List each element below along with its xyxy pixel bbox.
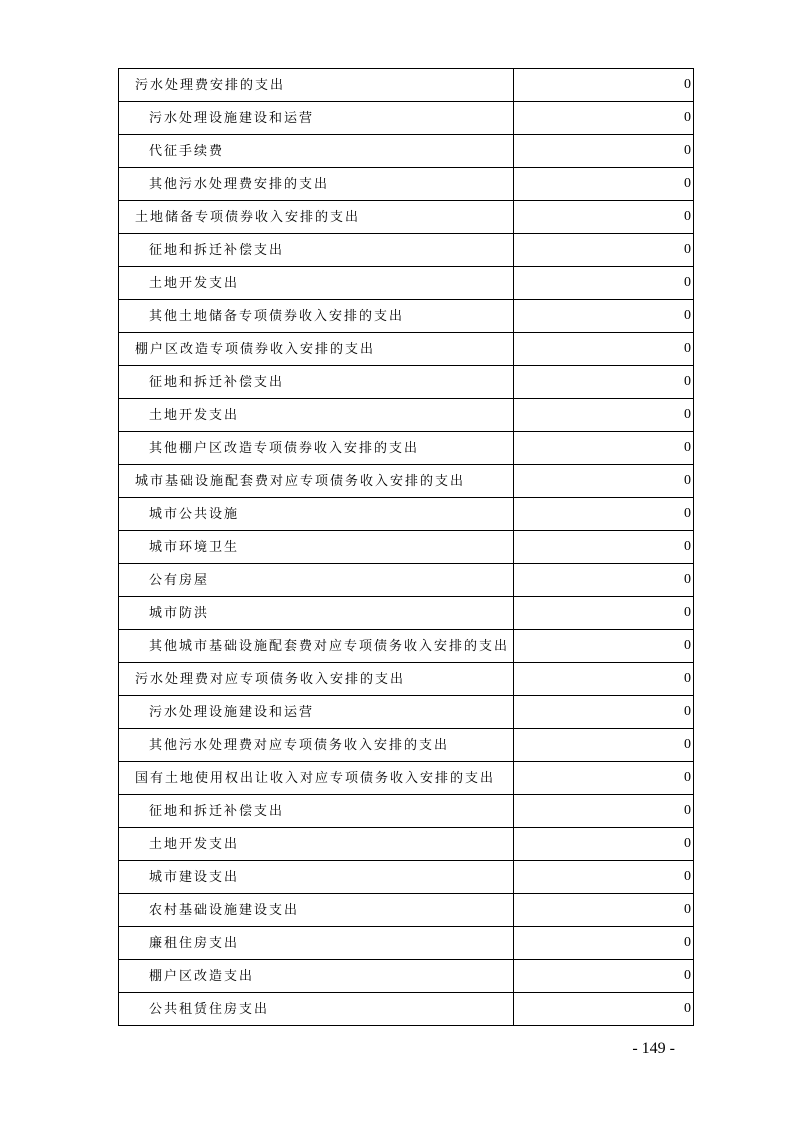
expenditure-item-name: 国有土地使用权出让收入对应专项债务收入安排的支出 [119, 762, 514, 795]
table-row [119, 498, 694, 531]
expenditure-item-value: 0 [514, 630, 694, 663]
expenditure-item-value: 0 [514, 498, 694, 531]
expenditure-item-name: 农村基础设施建设支出 [119, 894, 514, 927]
table-row [119, 135, 694, 168]
expenditure-item-value: 0 [514, 993, 694, 1026]
table-row [119, 69, 694, 102]
expenditure-item-value: 0 [514, 696, 694, 729]
expenditure-item-value: 0 [514, 531, 694, 564]
expenditure-item-name: 征地和拆迁补偿支出 [119, 795, 514, 828]
table-row [119, 366, 694, 399]
table-row [119, 894, 694, 927]
expenditure-item-value: 0 [514, 366, 694, 399]
table-row [119, 993, 694, 1026]
expenditure-item-name: 其他城市基础设施配套费对应专项债务收入安排的支出 [119, 630, 514, 663]
table-row [119, 861, 694, 894]
expenditure-item-value: 0 [514, 432, 694, 465]
table-row [119, 927, 694, 960]
expenditure-item-value: 0 [514, 201, 694, 234]
table-row [119, 300, 694, 333]
expenditure-item-name: 其他土地储备专项债券收入安排的支出 [119, 300, 514, 333]
table-row [119, 696, 694, 729]
expenditure-item-name: 廉租住房支出 [119, 927, 514, 960]
expenditure-item-name: 代征手续费 [119, 135, 514, 168]
expenditure-item-name: 污水处理费对应专项债务收入安排的支出 [119, 663, 514, 696]
expenditure-item-name: 棚户区改造支出 [119, 960, 514, 993]
expenditure-item-value: 0 [514, 927, 694, 960]
expenditure-item-name: 公共租赁住房支出 [119, 993, 514, 1026]
table-row [119, 234, 694, 267]
table-row [119, 531, 694, 564]
expenditure-item-name: 城市公共设施 [119, 498, 514, 531]
expenditure-item-value: 0 [514, 564, 694, 597]
expenditure-item-name: 其他污水处理费对应专项债务收入安排的支出 [119, 729, 514, 762]
expenditure-item-value: 0 [514, 960, 694, 993]
expenditure-item-value: 0 [514, 333, 694, 366]
expenditure-item-value: 0 [514, 663, 694, 696]
expenditure-item-name: 土地储备专项债券收入安排的支出 [119, 201, 514, 234]
table-row [119, 399, 694, 432]
table-row [119, 564, 694, 597]
expenditure-item-name: 污水处理设施建设和运营 [119, 102, 514, 135]
expenditure-item-value: 0 [514, 234, 694, 267]
expenditure-item-name: 土地开发支出 [119, 828, 514, 861]
expenditure-item-name: 其他污水处理费安排的支出 [119, 168, 514, 201]
table-row [119, 201, 694, 234]
table-row [119, 795, 694, 828]
expenditure-item-value: 0 [514, 135, 694, 168]
expenditure-item-name: 其他棚户区改造专项债券收入安排的支出 [119, 432, 514, 465]
table-row [119, 762, 694, 795]
expenditure-item-value: 0 [514, 828, 694, 861]
expenditure-item-value: 0 [514, 465, 694, 498]
table-row [119, 630, 694, 663]
table-row [119, 828, 694, 861]
table-row [119, 267, 694, 300]
expenditure-item-value: 0 [514, 69, 694, 102]
expenditure-item-value: 0 [514, 399, 694, 432]
expenditure-item-name: 土地开发支出 [119, 267, 514, 300]
expenditure-item-value: 0 [514, 795, 694, 828]
table-row [119, 960, 694, 993]
table-row [119, 663, 694, 696]
expenditure-item-name: 污水处理费安排的支出 [119, 69, 514, 102]
expenditure-item-value: 0 [514, 597, 694, 630]
expenditure-item-name: 城市建设支出 [119, 861, 514, 894]
table-row [119, 729, 694, 762]
expenditure-item-name: 土地开发支出 [119, 399, 514, 432]
page-number: - 149 - [632, 1040, 675, 1057]
expenditure-item-value: 0 [514, 729, 694, 762]
table-row [119, 597, 694, 630]
expenditure-item-name: 城市环境卫生 [119, 531, 514, 564]
table-row [119, 432, 694, 465]
expenditure-item-name: 征地和拆迁补偿支出 [119, 366, 514, 399]
table-row [119, 465, 694, 498]
table-row [119, 333, 694, 366]
expenditure-item-value: 0 [514, 894, 694, 927]
expenditure-item-name: 棚户区改造专项债券收入安排的支出 [119, 333, 514, 366]
expenditure-item-name: 征地和拆迁补偿支出 [119, 234, 514, 267]
expenditure-item-name: 城市防洪 [119, 597, 514, 630]
table-row [119, 102, 694, 135]
expenditure-item-value: 0 [514, 300, 694, 333]
expenditure-table [118, 68, 694, 1026]
expenditure-item-name: 城市基础设施配套费对应专项债务收入安排的支出 [119, 465, 514, 498]
table-row [119, 168, 694, 201]
expenditure-table-body [119, 69, 694, 1026]
expenditure-item-value: 0 [514, 861, 694, 894]
expenditure-item-value: 0 [514, 168, 694, 201]
expenditure-item-value: 0 [514, 267, 694, 300]
expenditure-item-name: 公有房屋 [119, 564, 514, 597]
expenditure-item-name: 污水处理设施建设和运营 [119, 696, 514, 729]
expenditure-item-value: 0 [514, 762, 694, 795]
expenditure-item-value: 0 [514, 102, 694, 135]
